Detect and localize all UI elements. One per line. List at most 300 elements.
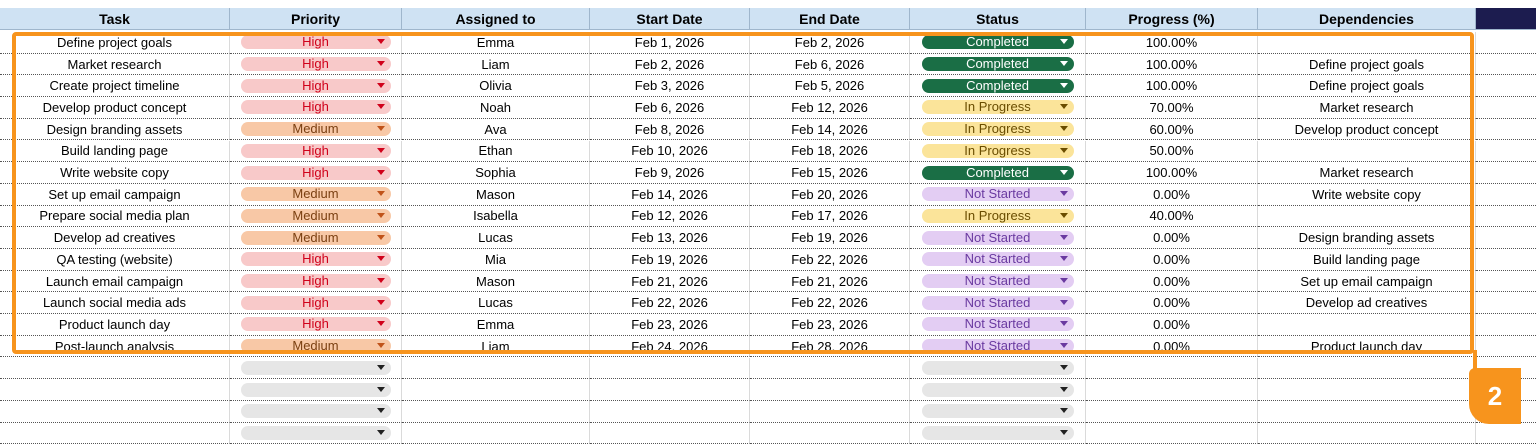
status-dropdown[interactable] <box>922 122 1074 136</box>
status-dropdown[interactable] <box>922 35 1074 49</box>
cell-assigned-to[interactable] <box>402 249 590 271</box>
start-date-text: Feb 1, 2026 <box>634 34 705 50</box>
dropdown-arrow-icon[interactable] <box>377 430 385 435</box>
dropdown-arrow-icon[interactable] <box>1060 430 1068 435</box>
table-row <box>0 162 1536 184</box>
dropdown-arrow-icon[interactable] <box>377 39 385 44</box>
cell-extra[interactable] <box>1476 119 1536 141</box>
priority-dropdown[interactable] <box>241 274 391 288</box>
cell-start-date[interactable] <box>590 75 750 97</box>
cell-assigned-to[interactable] <box>402 271 590 293</box>
column-header-priority[interactable]: Priority <box>230 8 402 30</box>
status-dropdown[interactable] <box>922 339 1074 353</box>
cell-progress[interactable] <box>1086 162 1258 184</box>
cell-end-date[interactable] <box>750 401 910 423</box>
end-date-text: Feb 19, 2026 <box>791 230 868 246</box>
cell-assigned-to[interactable] <box>402 97 590 119</box>
cell-progress[interactable] <box>1086 379 1258 401</box>
start-date-text: Feb 8, 2026 <box>634 121 705 137</box>
dropdown-arrow-icon[interactable] <box>1060 235 1068 240</box>
cell-progress[interactable] <box>1086 184 1258 206</box>
cell-end-date[interactable] <box>750 206 910 228</box>
status-dropdown[interactable] <box>922 383 1074 397</box>
cell-priority[interactable] <box>230 401 402 423</box>
cell-extra[interactable] <box>1476 97 1536 119</box>
dropdown-arrow-icon[interactable] <box>377 213 385 218</box>
cell-extra[interactable] <box>1476 162 1536 184</box>
status-dropdown[interactable] <box>922 317 1074 331</box>
priority-dropdown-label: High <box>302 316 329 332</box>
progress-text: 70.00% <box>1149 99 1194 115</box>
task-text: Define project goals <box>57 34 172 50</box>
cell-status[interactable] <box>910 54 1086 76</box>
cell-priority[interactable] <box>230 54 402 76</box>
cell-end-date[interactable] <box>750 75 910 97</box>
cell-end-date[interactable] <box>750 32 910 54</box>
dependencies-text: Develop product concept <box>1294 121 1439 137</box>
cell-extra[interactable] <box>1476 32 1536 54</box>
task-text: Create project timeline <box>49 78 180 94</box>
dropdown-arrow-icon[interactable] <box>1060 83 1068 88</box>
cell-end-date[interactable] <box>750 54 910 76</box>
cell-task[interactable] <box>0 379 230 401</box>
dropdown-arrow-icon[interactable] <box>377 170 385 175</box>
cell-end-date[interactable] <box>750 227 910 249</box>
cell-extra[interactable] <box>1476 271 1536 293</box>
cell-start-date[interactable] <box>590 271 750 293</box>
cell-dependencies[interactable] <box>1258 184 1476 206</box>
dropdown-arrow-icon[interactable] <box>377 61 385 66</box>
cell-assigned-to[interactable] <box>402 206 590 228</box>
status-dropdown[interactable] <box>922 187 1074 201</box>
cell-assigned-to[interactable] <box>402 141 590 163</box>
status-dropdown[interactable] <box>922 166 1074 180</box>
assigned-to-text: Ava <box>484 121 507 137</box>
cell-dependencies[interactable] <box>1258 162 1476 184</box>
dropdown-arrow-icon[interactable] <box>377 278 385 283</box>
end-date-text: Feb 22, 2026 <box>791 295 868 311</box>
cell-extra[interactable] <box>1476 54 1536 76</box>
priority-dropdown[interactable] <box>241 122 391 136</box>
cell-assigned-to[interactable] <box>402 75 590 97</box>
cell-task[interactable] <box>0 271 230 293</box>
cell-dependencies[interactable] <box>1258 97 1476 119</box>
cell-dependencies[interactable] <box>1258 401 1476 423</box>
cell-dependencies[interactable] <box>1258 32 1476 54</box>
cell-extra[interactable] <box>1476 314 1536 336</box>
table-row <box>0 184 1536 206</box>
cell-task[interactable] <box>0 358 230 380</box>
cell-dependencies[interactable] <box>1258 358 1476 380</box>
end-date-text: Feb 23, 2026 <box>791 316 868 332</box>
priority-dropdown[interactable] <box>241 252 391 266</box>
cell-dependencies[interactable] <box>1258 141 1476 163</box>
dropdown-arrow-icon[interactable] <box>377 387 385 392</box>
cell-assigned-to[interactable] <box>402 54 590 76</box>
cell-assigned-to[interactable] <box>402 423 590 444</box>
cell-dependencies[interactable] <box>1258 336 1476 358</box>
cell-extra[interactable] <box>1476 336 1536 358</box>
cell-status[interactable] <box>910 336 1086 358</box>
cell-end-date[interactable] <box>750 379 910 401</box>
cell-priority[interactable] <box>230 32 402 54</box>
priority-dropdown[interactable] <box>241 144 391 158</box>
dropdown-arrow-icon[interactable] <box>1060 387 1068 392</box>
cell-task[interactable] <box>0 54 230 76</box>
cell-task[interactable] <box>0 423 230 444</box>
cell-assigned-to[interactable] <box>402 314 590 336</box>
table-row <box>0 119 1536 141</box>
cell-dependencies[interactable] <box>1258 227 1476 249</box>
cell-status[interactable] <box>910 379 1086 401</box>
table-row <box>0 336 1536 358</box>
dropdown-arrow-icon[interactable] <box>377 343 385 348</box>
priority-dropdown[interactable] <box>241 296 391 310</box>
cell-start-date[interactable] <box>590 162 750 184</box>
priority-dropdown[interactable] <box>241 383 391 397</box>
cell-status[interactable] <box>910 119 1086 141</box>
progress-text: 100.00% <box>1145 34 1198 50</box>
cell-progress[interactable] <box>1086 141 1258 163</box>
task-text: Develop product concept <box>42 99 187 115</box>
status-dropdown[interactable] <box>922 231 1074 245</box>
assigned-to-text: Olivia <box>479 78 512 94</box>
cell-end-date[interactable] <box>750 423 910 444</box>
priority-dropdown[interactable] <box>241 339 391 353</box>
assigned-to-text: Emma <box>476 316 515 332</box>
cell-end-date[interactable] <box>750 184 910 206</box>
cell-priority[interactable] <box>230 358 402 380</box>
cell-assigned-to[interactable] <box>402 32 590 54</box>
progress-text: 0.00% <box>1153 295 1190 311</box>
cell-task[interactable] <box>0 75 230 97</box>
cell-priority[interactable] <box>230 379 402 401</box>
column-header-end-date[interactable]: End Date <box>750 8 910 30</box>
cell-end-date[interactable] <box>750 162 910 184</box>
cell-dependencies[interactable] <box>1258 292 1476 314</box>
cell-start-date[interactable] <box>590 227 750 249</box>
start-date-text: Feb 22, 2026 <box>631 295 708 311</box>
cell-task[interactable] <box>0 401 230 423</box>
dropdown-arrow-icon[interactable] <box>1060 408 1068 413</box>
status-dropdown[interactable] <box>922 100 1074 114</box>
cell-start-date[interactable] <box>590 401 750 423</box>
progress-text: 100.00% <box>1145 165 1198 181</box>
priority-dropdown[interactable] <box>241 209 391 223</box>
cell-start-date[interactable] <box>590 54 750 76</box>
dropdown-arrow-icon[interactable] <box>1060 343 1068 348</box>
cell-start-date[interactable] <box>590 32 750 54</box>
cell-start-date[interactable] <box>590 249 750 271</box>
cell-start-date[interactable] <box>590 314 750 336</box>
cell-end-date[interactable] <box>750 249 910 271</box>
dependencies-text: Product launch day <box>1310 338 1423 354</box>
cell-end-date[interactable] <box>750 314 910 336</box>
cell-extra[interactable] <box>1476 249 1536 271</box>
cell-priority[interactable] <box>230 206 402 228</box>
dropdown-arrow-icon[interactable] <box>377 235 385 240</box>
dropdown-arrow-icon[interactable] <box>1060 191 1068 196</box>
cell-progress[interactable] <box>1086 227 1258 249</box>
dropdown-arrow-icon[interactable] <box>1060 39 1068 44</box>
dependencies-text: Build landing page <box>1313 251 1420 267</box>
priority-dropdown-label: High <box>302 99 329 115</box>
progress-text: 0.00% <box>1153 316 1190 332</box>
cell-progress[interactable] <box>1086 336 1258 358</box>
dropdown-arrow-icon[interactable] <box>1060 104 1068 109</box>
start-date-text: Feb 19, 2026 <box>631 251 708 267</box>
cell-start-date[interactable] <box>590 97 750 119</box>
dropdown-arrow-icon[interactable] <box>377 321 385 326</box>
priority-dropdown[interactable] <box>241 100 391 114</box>
priority-dropdown[interactable] <box>241 231 391 245</box>
cell-start-date[interactable] <box>590 379 750 401</box>
progress-text: 50.00% <box>1149 143 1194 159</box>
cell-start-date[interactable] <box>590 119 750 141</box>
cell-extra[interactable] <box>1476 292 1536 314</box>
dropdown-arrow-icon[interactable] <box>1060 365 1068 370</box>
cell-end-date[interactable] <box>750 358 910 380</box>
cell-assigned-to[interactable] <box>402 401 590 423</box>
task-text: Set up email campaign <box>48 186 181 202</box>
cell-end-date[interactable] <box>750 292 910 314</box>
dependencies-text: Develop ad creatives <box>1305 295 1428 311</box>
cell-progress[interactable] <box>1086 32 1258 54</box>
dependencies-text: Design branding assets <box>1298 230 1435 246</box>
priority-dropdown[interactable] <box>241 79 391 93</box>
cell-status[interactable] <box>910 162 1086 184</box>
cell-dependencies[interactable] <box>1258 119 1476 141</box>
column-header-progress[interactable]: Progress (%) <box>1086 8 1258 30</box>
cell-dependencies[interactable] <box>1258 206 1476 228</box>
cell-assigned-to[interactable] <box>402 162 590 184</box>
priority-dropdown[interactable] <box>241 426 391 440</box>
cell-start-date[interactable] <box>590 292 750 314</box>
cell-task[interactable] <box>0 249 230 271</box>
cell-task[interactable] <box>0 141 230 163</box>
cell-progress[interactable] <box>1086 97 1258 119</box>
cell-task[interactable] <box>0 206 230 228</box>
cell-assigned-to[interactable] <box>402 184 590 206</box>
cell-status[interactable] <box>910 141 1086 163</box>
cell-start-date[interactable] <box>590 358 750 380</box>
cell-status[interactable] <box>910 75 1086 97</box>
dropdown-arrow-icon[interactable] <box>1060 148 1068 153</box>
progress-text: 100.00% <box>1145 56 1198 72</box>
cell-task[interactable] <box>0 184 230 206</box>
cell-progress[interactable] <box>1086 54 1258 76</box>
cell-extra[interactable] <box>1476 141 1536 163</box>
cell-status[interactable] <box>910 32 1086 54</box>
status-dropdown[interactable] <box>922 274 1074 288</box>
cell-task[interactable] <box>0 97 230 119</box>
extra-column-header[interactable] <box>1476 8 1536 30</box>
cell-start-date[interactable] <box>590 184 750 206</box>
cell-start-date[interactable] <box>590 141 750 163</box>
assigned-to-text: Liam <box>481 338 510 354</box>
cell-task[interactable] <box>0 292 230 314</box>
cell-status[interactable] <box>910 292 1086 314</box>
cell-task[interactable] <box>0 162 230 184</box>
cell-dependencies[interactable] <box>1258 271 1476 293</box>
cell-extra[interactable] <box>1476 227 1536 249</box>
status-dropdown[interactable] <box>922 426 1074 440</box>
cell-priority[interactable] <box>230 249 402 271</box>
cell-assigned-to[interactable] <box>402 227 590 249</box>
cell-assigned-to[interactable] <box>402 358 590 380</box>
cell-status[interactable] <box>910 358 1086 380</box>
cell-status[interactable] <box>910 271 1086 293</box>
dropdown-arrow-icon[interactable] <box>377 300 385 305</box>
cell-progress[interactable] <box>1086 119 1258 141</box>
status-dropdown[interactable] <box>922 144 1074 158</box>
cell-priority[interactable] <box>230 227 402 249</box>
cell-progress[interactable] <box>1086 401 1258 423</box>
priority-dropdown-label: Medium <box>292 338 339 354</box>
cell-dependencies[interactable] <box>1258 75 1476 97</box>
priority-dropdown[interactable] <box>241 404 391 418</box>
dropdown-arrow-icon[interactable] <box>377 365 385 370</box>
progress-text: 0.00% <box>1153 186 1190 202</box>
cell-status[interactable] <box>910 423 1086 444</box>
dropdown-arrow-icon[interactable] <box>377 104 385 109</box>
cell-task[interactable] <box>0 119 230 141</box>
cell-task[interactable] <box>0 314 230 336</box>
cell-dependencies[interactable] <box>1258 379 1476 401</box>
dropdown-arrow-icon[interactable] <box>1060 256 1068 261</box>
cell-progress[interactable] <box>1086 249 1258 271</box>
table-row <box>0 54 1536 76</box>
column-header-status[interactable]: Status <box>910 8 1086 30</box>
cell-progress[interactable] <box>1086 75 1258 97</box>
dropdown-arrow-icon[interactable] <box>377 148 385 153</box>
cell-dependencies[interactable] <box>1258 423 1476 444</box>
cell-progress[interactable] <box>1086 423 1258 444</box>
cell-end-date[interactable] <box>750 141 910 163</box>
cell-dependencies[interactable] <box>1258 314 1476 336</box>
dropdown-arrow-icon[interactable] <box>1060 278 1068 283</box>
cell-progress[interactable] <box>1086 271 1258 293</box>
cell-extra[interactable] <box>1476 206 1536 228</box>
dropdown-arrow-icon[interactable] <box>377 256 385 261</box>
priority-dropdown[interactable] <box>241 187 391 201</box>
column-header-dependencies[interactable]: Dependencies <box>1258 8 1476 30</box>
status-dropdown[interactable] <box>922 79 1074 93</box>
task-text: QA testing (website) <box>56 251 173 267</box>
cell-start-date[interactable] <box>590 336 750 358</box>
cell-task[interactable] <box>0 227 230 249</box>
cell-end-date[interactable] <box>750 271 910 293</box>
progress-text: 40.00% <box>1149 208 1194 224</box>
status-dropdown[interactable] <box>922 296 1074 310</box>
dropdown-arrow-icon[interactable] <box>1060 300 1068 305</box>
assigned-to-text: Lucas <box>478 230 513 246</box>
end-date-text: Feb 21, 2026 <box>791 273 868 289</box>
dropdown-arrow-icon[interactable] <box>1060 126 1068 131</box>
status-dropdown[interactable] <box>922 252 1074 266</box>
cell-priority[interactable] <box>230 184 402 206</box>
cell-priority[interactable] <box>230 314 402 336</box>
priority-dropdown[interactable] <box>241 57 391 71</box>
dropdown-arrow-icon[interactable] <box>1060 170 1068 175</box>
cell-assigned-to[interactable] <box>402 336 590 358</box>
cell-assigned-to[interactable] <box>402 119 590 141</box>
cell-assigned-to[interactable] <box>402 379 590 401</box>
cell-dependencies[interactable] <box>1258 54 1476 76</box>
cell-task[interactable] <box>0 336 230 358</box>
cell-priority[interactable] <box>230 119 402 141</box>
dropdown-arrow-icon[interactable] <box>377 408 385 413</box>
dependencies-text: Market research <box>1319 165 1414 181</box>
cell-extra[interactable] <box>1476 75 1536 97</box>
status-dropdown-label: Not Started <box>964 186 1031 202</box>
column-header-assigned-to[interactable]: Assigned to <box>402 8 590 30</box>
priority-dropdown[interactable] <box>241 317 391 331</box>
status-dropdown[interactable] <box>922 209 1074 223</box>
column-header-start-date[interactable]: Start Date <box>590 8 750 30</box>
cell-progress[interactable] <box>1086 206 1258 228</box>
status-dropdown[interactable] <box>922 404 1074 418</box>
dropdown-arrow-icon[interactable] <box>377 83 385 88</box>
priority-dropdown[interactable] <box>241 35 391 49</box>
cell-status[interactable] <box>910 227 1086 249</box>
status-dropdown[interactable] <box>922 57 1074 71</box>
dropdown-arrow-icon[interactable] <box>1060 321 1068 326</box>
cell-priority[interactable] <box>230 97 402 119</box>
cell-progress[interactable] <box>1086 358 1258 380</box>
cell-extra[interactable] <box>1476 423 1536 444</box>
dropdown-arrow-icon[interactable] <box>377 191 385 196</box>
cell-start-date[interactable] <box>590 423 750 444</box>
table-row <box>0 227 1536 249</box>
cell-priority[interactable] <box>230 271 402 293</box>
cell-progress[interactable] <box>1086 314 1258 336</box>
priority-dropdown[interactable] <box>241 166 391 180</box>
cell-priority[interactable] <box>230 423 402 444</box>
column-header-task[interactable]: Task <box>0 8 230 30</box>
cell-start-date[interactable] <box>590 206 750 228</box>
cell-progress[interactable] <box>1086 292 1258 314</box>
cell-end-date[interactable] <box>750 119 910 141</box>
assigned-to-text: Lucas <box>478 295 513 311</box>
cell-status[interactable] <box>910 249 1086 271</box>
status-dropdown[interactable] <box>922 361 1074 375</box>
cell-end-date[interactable] <box>750 336 910 358</box>
cell-status[interactable] <box>910 401 1086 423</box>
cell-status[interactable] <box>910 206 1086 228</box>
priority-dropdown[interactable] <box>241 361 391 375</box>
cell-priority[interactable] <box>230 162 402 184</box>
cell-priority[interactable] <box>230 141 402 163</box>
dropdown-arrow-icon[interactable] <box>1060 61 1068 66</box>
dropdown-arrow-icon[interactable] <box>1060 213 1068 218</box>
cell-assigned-to[interactable] <box>402 292 590 314</box>
task-text: Prepare social media plan <box>39 208 190 224</box>
cell-dependencies[interactable] <box>1258 249 1476 271</box>
end-date-text: Feb 20, 2026 <box>791 186 868 202</box>
dropdown-arrow-icon[interactable] <box>377 126 385 131</box>
cell-priority[interactable] <box>230 292 402 314</box>
cell-end-date[interactable] <box>750 97 910 119</box>
assigned-to-text: Ethan <box>478 143 513 159</box>
cell-status[interactable] <box>910 184 1086 206</box>
cell-status[interactable] <box>910 314 1086 336</box>
cell-task[interactable] <box>0 32 230 54</box>
cell-priority[interactable] <box>230 336 402 358</box>
cell-priority[interactable] <box>230 75 402 97</box>
cell-extra[interactable] <box>1476 184 1536 206</box>
cell-status[interactable] <box>910 97 1086 119</box>
